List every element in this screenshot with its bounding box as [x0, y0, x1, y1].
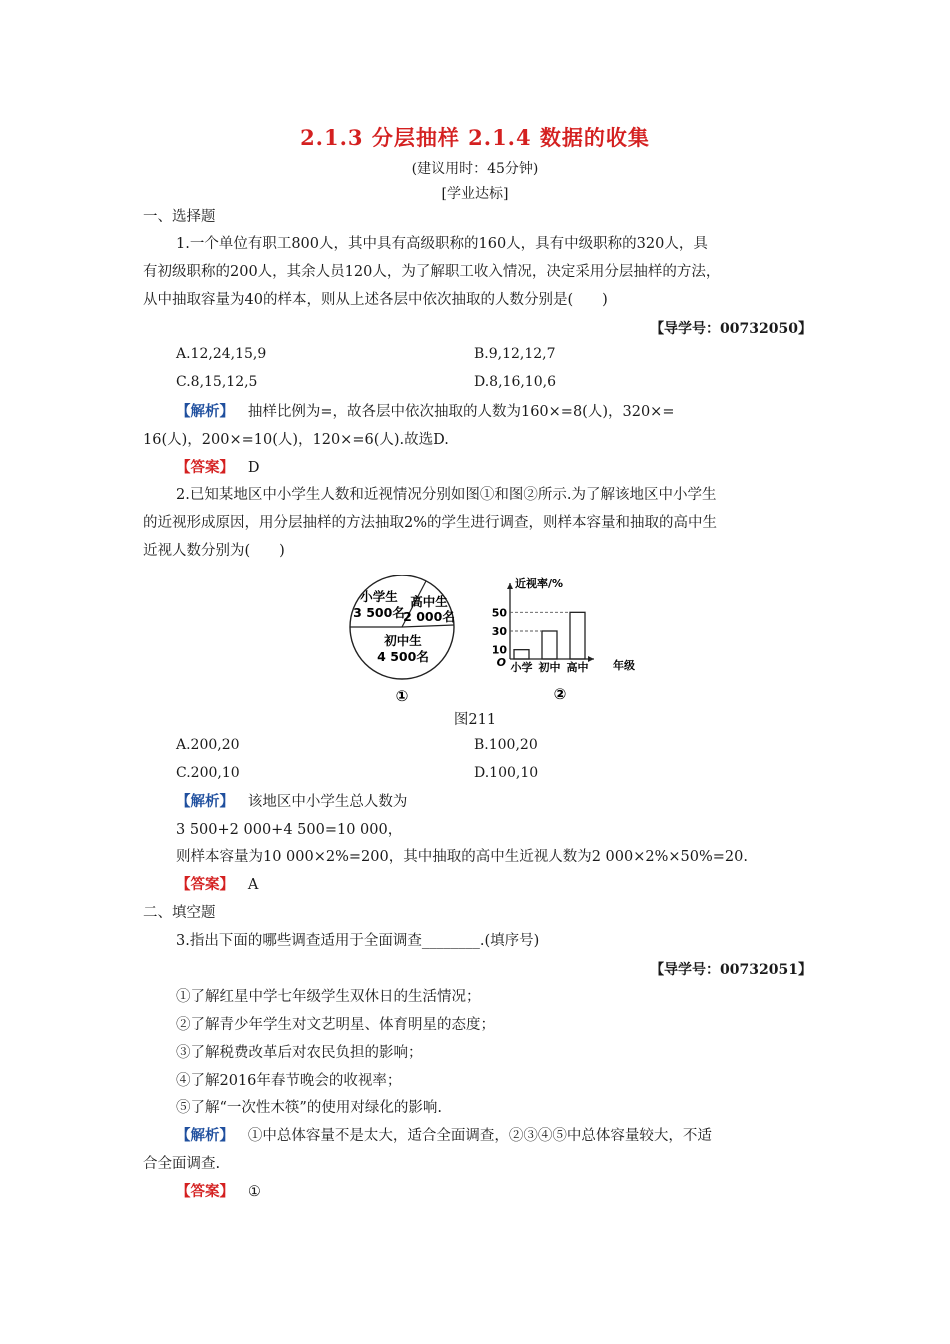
- bar-chart-bars: [510, 612, 589, 674]
- q1-analysis-line2: 16(人)，200×=10(人)，120×=6(人).故选D.: [143, 432, 449, 448]
- bar-chart-axes: [492, 576, 635, 672]
- bar-初中: [542, 631, 557, 659]
- q1-option-b: B.9,12,12,7: [474, 346, 556, 362]
- q2-analysis-line3: 则样本容量为10 000×2%=200，其中抽取的高中生近视人数为2 000×2%×50%=20.: [176, 849, 748, 865]
- q2-analysis-line1: [176, 792, 407, 812]
- pie-divider: [402, 625, 454, 627]
- q3-analysis-line2: 合全面调查.: [143, 1156, 221, 1172]
- q3-answer-label: 【答案】: [176, 1183, 234, 1200]
- q3-text-line1: 3.指出下面的哪些调查适用于全面调查________.(填序号): [176, 933, 540, 949]
- q2-analysis-label: 【解析】: [176, 793, 234, 810]
- y-axis-arrow-icon: [507, 583, 513, 589]
- q1-reference-number: 【导学号：00732050】: [650, 321, 812, 337]
- q2-option-b: B.100,20: [474, 737, 538, 753]
- q2-analysis-text1: 该地区中小学生总人数为: [247, 794, 408, 810]
- section-heading-fill: 二、填空题: [143, 905, 216, 921]
- q3-item-5: ⑤了解“一次性木筷”的使用对绿化的影响.: [176, 1100, 442, 1116]
- q2-option-d: D.100,10: [474, 765, 539, 781]
- q3-analysis-text1: ①中总体容量不是太大，适合全面调查，②③④⑤中总体容量较大，不适: [247, 1128, 712, 1144]
- q2-answer-value: A: [247, 877, 259, 893]
- y-tick-label: 10: [491, 643, 507, 657]
- q2-option-a: A.200,20: [176, 737, 240, 753]
- x-tick-label: 高中: [566, 661, 589, 674]
- q1-option-d: D.8,16,10,6: [474, 374, 556, 390]
- level-label: [学业达标]: [441, 186, 509, 202]
- x-axis-arrow-icon: [588, 656, 594, 662]
- q1-option-a: A.12,24,15,9: [176, 346, 267, 362]
- q1-analysis-label: 【解析】: [176, 403, 234, 420]
- bar-chart: [490, 573, 650, 710]
- pie-slice-middle-label: 初中生: [384, 633, 422, 648]
- pie-slice-primary-count: 3 500名: [353, 605, 405, 620]
- pie-figure-label: ①: [395, 687, 409, 705]
- q2-text-line2: 的近视形成原因，用分层抽样的方法抽取2%的学生进行调查，则样本容量和抽取的高中生: [143, 515, 717, 531]
- bar-高中: [570, 612, 585, 659]
- q2-answer-label: 【答案】: [176, 876, 234, 893]
- bar-小学: [514, 650, 529, 659]
- q1-analysis-text1: 抽样比例为=，故各层中依次抽取的人数为160×=8(人)，320×=: [247, 404, 675, 420]
- q3-item-2: ②了解青少年学生对文艺明星、体育明星的态度；: [176, 1017, 495, 1033]
- x-axis-label: 年级: [613, 659, 635, 672]
- q1-analysis-line1: [176, 402, 674, 422]
- pie-figure: [345, 575, 465, 710]
- q2-answer: [176, 875, 258, 895]
- y-tick-label: 30: [491, 625, 507, 638]
- q1-answer-label: 【答案】: [176, 459, 234, 476]
- q3-item-4: ④了解2016年春节晚会的收视率；: [176, 1073, 402, 1089]
- q2-text-line1: 2.已知某地区中小学生人数和近视情况分别如图①和图②所示.为了解该地区中小学生: [176, 487, 717, 503]
- q1-answer-value: D: [247, 460, 260, 476]
- axis-origin-label: O: [496, 656, 506, 669]
- bar-figure-label: ②: [553, 685, 567, 703]
- q2-analysis-line2: 3 500+2 000+4 500=10 000，: [176, 822, 403, 838]
- q3-answer-value: ①: [247, 1184, 261, 1200]
- q3-reference-number: 【导学号：00732051】: [650, 962, 812, 978]
- q1-option-c: C.8,15,12,5: [176, 374, 258, 390]
- q2-option-c: C.200,10: [176, 765, 240, 781]
- time-hint: (建议用时：45分钟): [411, 161, 539, 177]
- q1-text-line1: 1.一个单位有职工800人，其中具有高级职称的160人，具有中级职称的320人，具: [176, 236, 708, 252]
- pie-slice-middle-count: 4 500名: [377, 649, 429, 664]
- q3-analysis-label: 【解析】: [176, 1127, 234, 1144]
- q2-text-line3: 近视人数分别为( ): [143, 543, 285, 559]
- y-tick-label: 50: [491, 606, 507, 620]
- x-tick-label: 初中: [538, 661, 561, 674]
- q1-text-line3: 从中抽取容量为40的样本，则从上述各层中依次抽取的人数分别是( ): [143, 292, 608, 308]
- page-title: 2.1.3 分层抽样 2.1.4 数据的收集: [300, 125, 650, 150]
- x-tick-label: 小学: [510, 661, 533, 674]
- y-axis-label: 近视率/%: [515, 577, 564, 590]
- pie-slice-primary-label: 小学生: [360, 589, 398, 604]
- q3-item-1: ①了解红星中学七年级学生双休日的生活情况；: [176, 989, 481, 1005]
- figure-caption: 图211: [453, 712, 497, 728]
- q3-answer: [176, 1182, 261, 1202]
- q1-answer: [176, 458, 259, 478]
- pie-slice-high-count: 2 000名: [403, 609, 455, 624]
- q3-analysis-line1: [176, 1126, 712, 1146]
- q3-item-3: ③了解税费改革后对农民负担的影响；: [176, 1045, 423, 1061]
- pie-slice-high-label: 高中生: [410, 594, 448, 609]
- q1-text-line2: 有初级职称的200人，其余人员120人，为了解职工收入情况，决定采用分层抽样的方法，: [143, 264, 721, 280]
- section-heading-choice: 一、选择题: [143, 209, 216, 225]
